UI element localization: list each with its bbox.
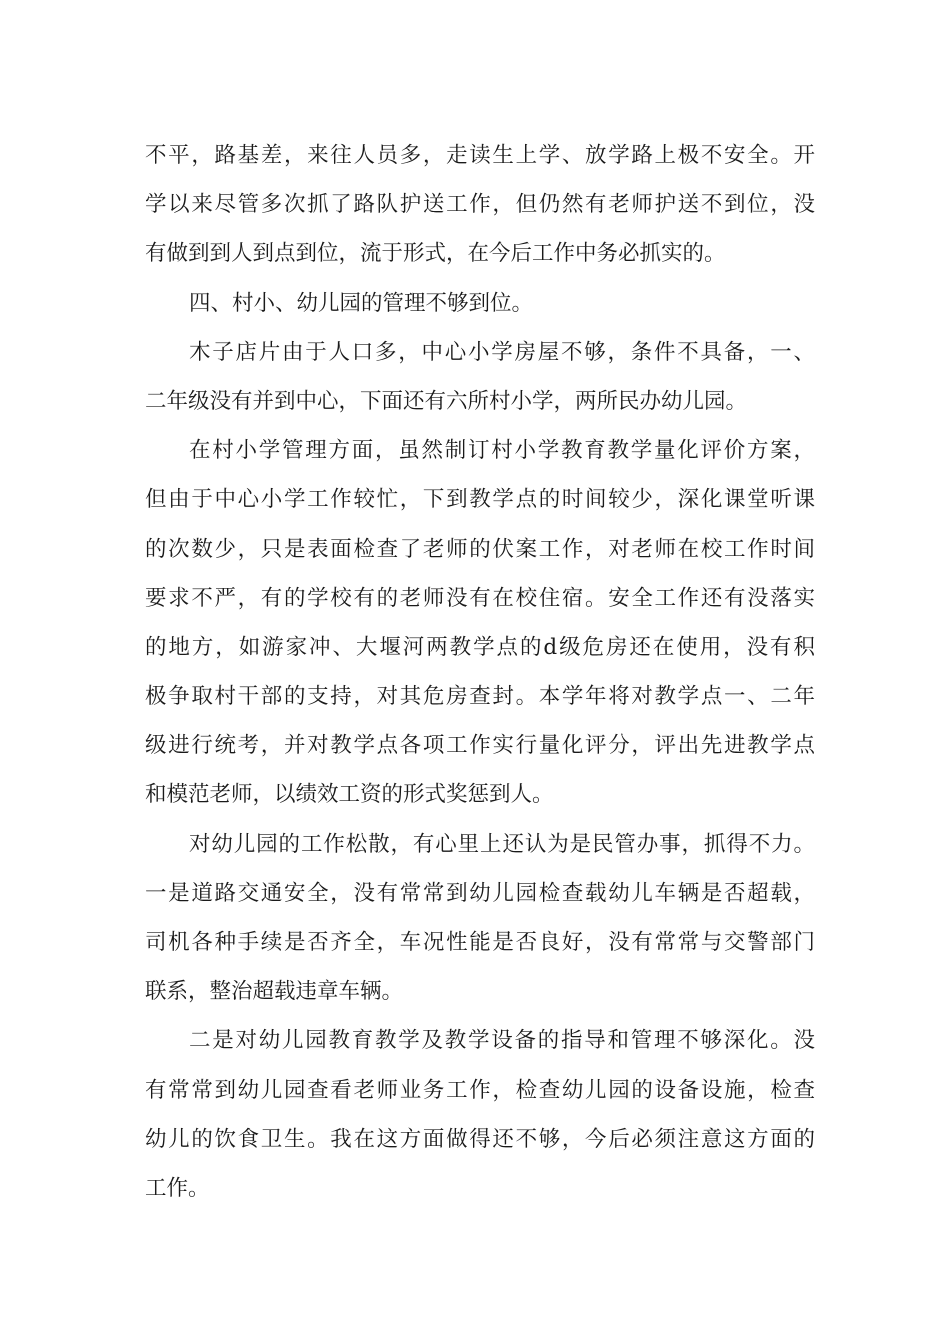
section-heading: 四、村小、幼儿园的管理不够到位。 (189, 290, 534, 316)
body-text (145, 131, 815, 1213)
text-line: 对幼儿园的工作松散，有心里上还认为是民管办事，抓得不力。 (189, 831, 815, 857)
text-line: 要求不严，有的学校有的老师没有在校住宿。安全工作还有没落实 (145, 585, 815, 611)
text-line: 二年级没有并到中心，下面还有六所村小学，两所民办幼儿园。 (145, 388, 748, 414)
text-line: 有常常到幼儿园查看老师业务工作，检查幼儿园的设备设施，检查 (145, 1077, 815, 1103)
text-line: 的次数少，只是表面检查了老师的伏案工作，对老师在校工作时间 (145, 536, 815, 562)
text-line: 司机各种手续是否齐全，车况性能是否良好，没有常常与交警部门 (145, 930, 815, 955)
text-line: 和模范老师，以绩效工资的形式奖惩到人。 (145, 782, 554, 808)
text-line: 工作。 (145, 1175, 210, 1201)
text-line: 但由于中心小学工作较忙，下到教学点的时间较少，深化课堂听课 (145, 487, 815, 513)
text-line: 二是对幼儿园教育教学及教学设备的指导和管理不够深化。没 (189, 1028, 815, 1054)
text-line: 的地方，如游家冲、大堰河两教学点的d级危房还在使用，没有积 (145, 634, 815, 660)
text-line: 木子店片由于人口多，中心小学房屋不够，条件不具备，一、 (189, 339, 815, 365)
text-line: 有做到到人到点到位，流于形式，在今后工作中务必抓实的。 (145, 241, 726, 267)
text-line: 一是道路交通安全，没有常常到幼儿园检查载幼儿车辆是否超载， (145, 880, 815, 906)
text-line: 在村小学管理方面，虽然制订村小学教育教学量化评价方案， (189, 438, 815, 464)
text-line: 级进行统考，并对教学点各项工作实行量化评分，评出先进教学点 (145, 733, 815, 759)
text-line: 幼儿的饮食卫生。我在这方面做得还不够，今后必须注意这方面的 (145, 1126, 815, 1152)
text-line: 极争取村干部的支持，对其危房查封。本学年将对教学点一、二年 (145, 684, 815, 710)
text-line: 学以来尽管多次抓了路队护送工作，但仍然有老师护送不到位，没 (145, 192, 815, 218)
text-line: 联系，整治超载违章车辆。 (145, 979, 404, 1005)
text-line: 不平，路基差，来往人员多，走读生上学、放学路上极不安全。开 (145, 143, 815, 168)
